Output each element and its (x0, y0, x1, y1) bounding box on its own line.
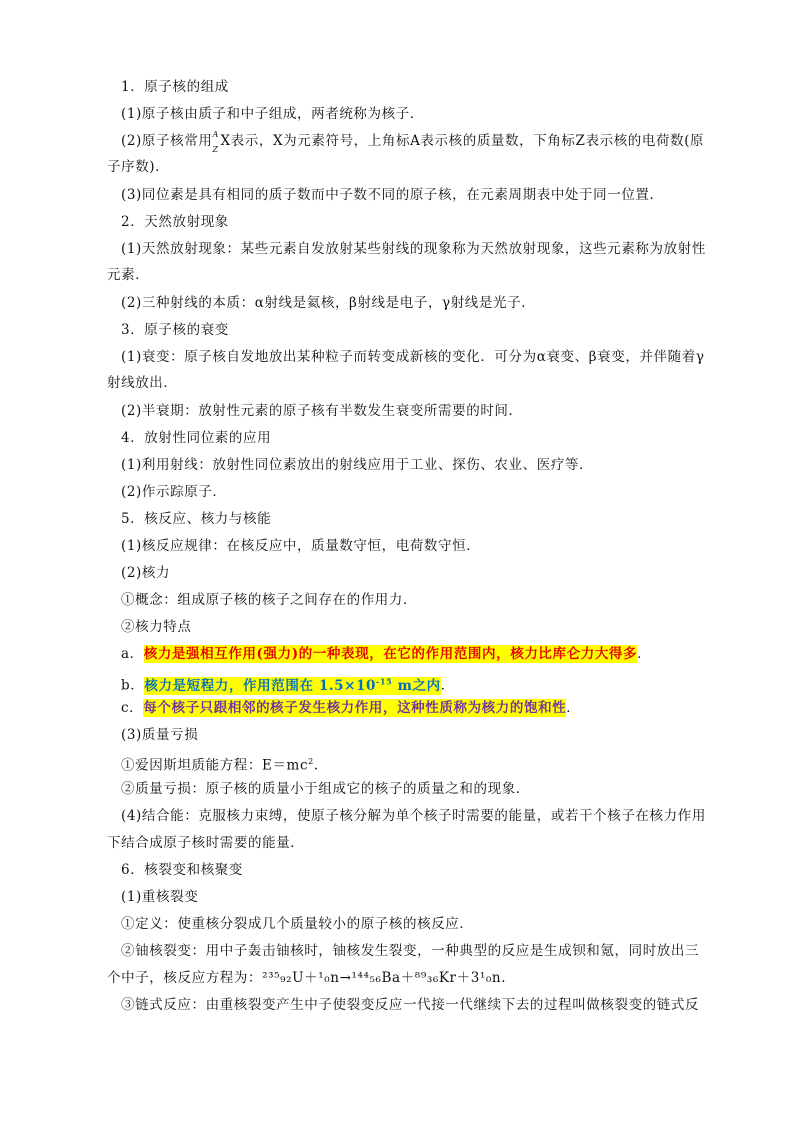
section-heading-4: 4．放射性同位素的应用 (121, 430, 272, 446)
formula-line: ①爱因斯坦质能方程：$E=mc^2$. (121, 757, 319, 774)
paragraph: (1)原子核由质子和中子组成，两者统称为核子． (121, 106, 424, 122)
paragraph: ②铀核裂变：用中子轰击铀核时，铀核发生裂变，一种典型的反应是生成钡和氪，同时放出三 (121, 943, 700, 959)
paragraph: ②核力特点 (121, 619, 192, 635)
paragraph: (2)核力 (121, 565, 171, 581)
paragraph: (1)利用射线：放射性同位素放出的射线应用于工业、探伤、农业、医疗等． (121, 457, 594, 473)
paragraph: (1)重核裂变 (121, 889, 199, 905)
highlight-text: 核力是短程力，作用范围在 $1.5\times 10^{-15}$ m之内 (144, 676, 441, 694)
highlight-text: 核力是强相互作用(强力)的一种表现，在它的作用范围内，核力比库仑力大得多 (143, 646, 638, 662)
highlight-line-c: c．每个核子只跟相邻的核子发生核力作用，这种性质称为核力的饱和性． (121, 700, 581, 716)
paragraph: (1)天然放射现象：某些元素自发放射某些射线的现象称为天然放射现象，这些元素称为放射性 (121, 241, 706, 257)
paragraph-continuation: 下结合成原子核时需要的能量． (107, 835, 305, 851)
paragraph: (3)质量亏损 (121, 727, 199, 743)
paragraph: ①概念：组成原子核的核子之间存在的作用力． (121, 592, 418, 608)
highlight-text: 每个核子只跟相邻的核子发生核力作用，这种性质称为核力的饱和性 (143, 700, 567, 716)
text-run: (2)原子核常用 (121, 133, 213, 149)
reaction-equation: ²³⁵₉₂U＋¹₀n→¹⁴⁴₅₆Ba＋⁸⁹₃₆Kr＋3¹₀n. (262, 970, 507, 986)
highlight-line-a: a．核力是强相互作用(强力)的一种表现，在它的作用范围内，核力比库仑力大得多． (121, 646, 652, 662)
paragraph: (1)衰变：原子核自发地放出某种粒子而转变成新核的变化．可分为α衰变、β衰变，并伴随着γ (121, 349, 705, 365)
paragraph: ②质量亏损：原子核的质量小于组成它的核子的质量之和的现象． (121, 781, 530, 797)
paragraph: (2)作示踪原子． (121, 484, 227, 500)
paragraph-continuation: 子序数)． (107, 159, 170, 175)
paragraph: (4)结合能：克服核力束缚，使原子核分解为单个核子时需要的能量，或若干个核子在核力作用 (121, 808, 706, 824)
nuclide-symbol: A Z X (212, 130, 231, 154)
paragraph (121, 130, 705, 154)
highlight-line-b: b．核力是短程力，作用范围在 $1.5\times 10^{-15}$ m之内． (121, 676, 455, 694)
paragraph: (2)三种射线的本质：α射线是氦核，β射线是电子，γ射线是光子． (121, 295, 536, 311)
section-heading-5: 5．核反应、核力与核能 (121, 511, 272, 527)
paragraph-continuation: 个中子，核反应方程为：²³⁵₉₂U＋¹₀n→¹⁴⁴₅₆Ba＋⁸⁹₃₆Kr＋3¹₀n. (107, 970, 507, 986)
paragraph: (2)半衰期：放射性元素的原子核有半数发生衰变所需要的时间． (121, 403, 523, 419)
paragraph: (1)核反应规律：在核反应中，质量数守恒，电荷数守恒． (121, 538, 481, 554)
section-heading-3: 3．原子核的衰变 (121, 322, 229, 338)
paragraph-continuation: 射线放出． (107, 375, 178, 391)
section-heading-6: 6．核裂变和核聚变 (121, 862, 243, 878)
paragraph-continuation: 元素． (107, 267, 150, 283)
text-run: 表示，X为元素符号，上角标A表示核的质量数，下角标Z表示核的电荷数(原 (230, 133, 705, 149)
section-heading-1: 1．原子核的组成 (121, 79, 229, 95)
section-heading-2: 2．天然放射现象 (121, 214, 229, 230)
paragraph: (3)同位素是具有相同的质子数而中子数不同的原子核，在元素周期表中处于同一位置． (121, 187, 664, 203)
paragraph: ③链式反应：由重核裂变产生中子使裂变反应一代接一代继续下去的过程叫做核裂变的链式反 (121, 997, 700, 1013)
paragraph: ①定义：使重核分裂成几个质量较小的原子核的核反应． (121, 916, 474, 932)
